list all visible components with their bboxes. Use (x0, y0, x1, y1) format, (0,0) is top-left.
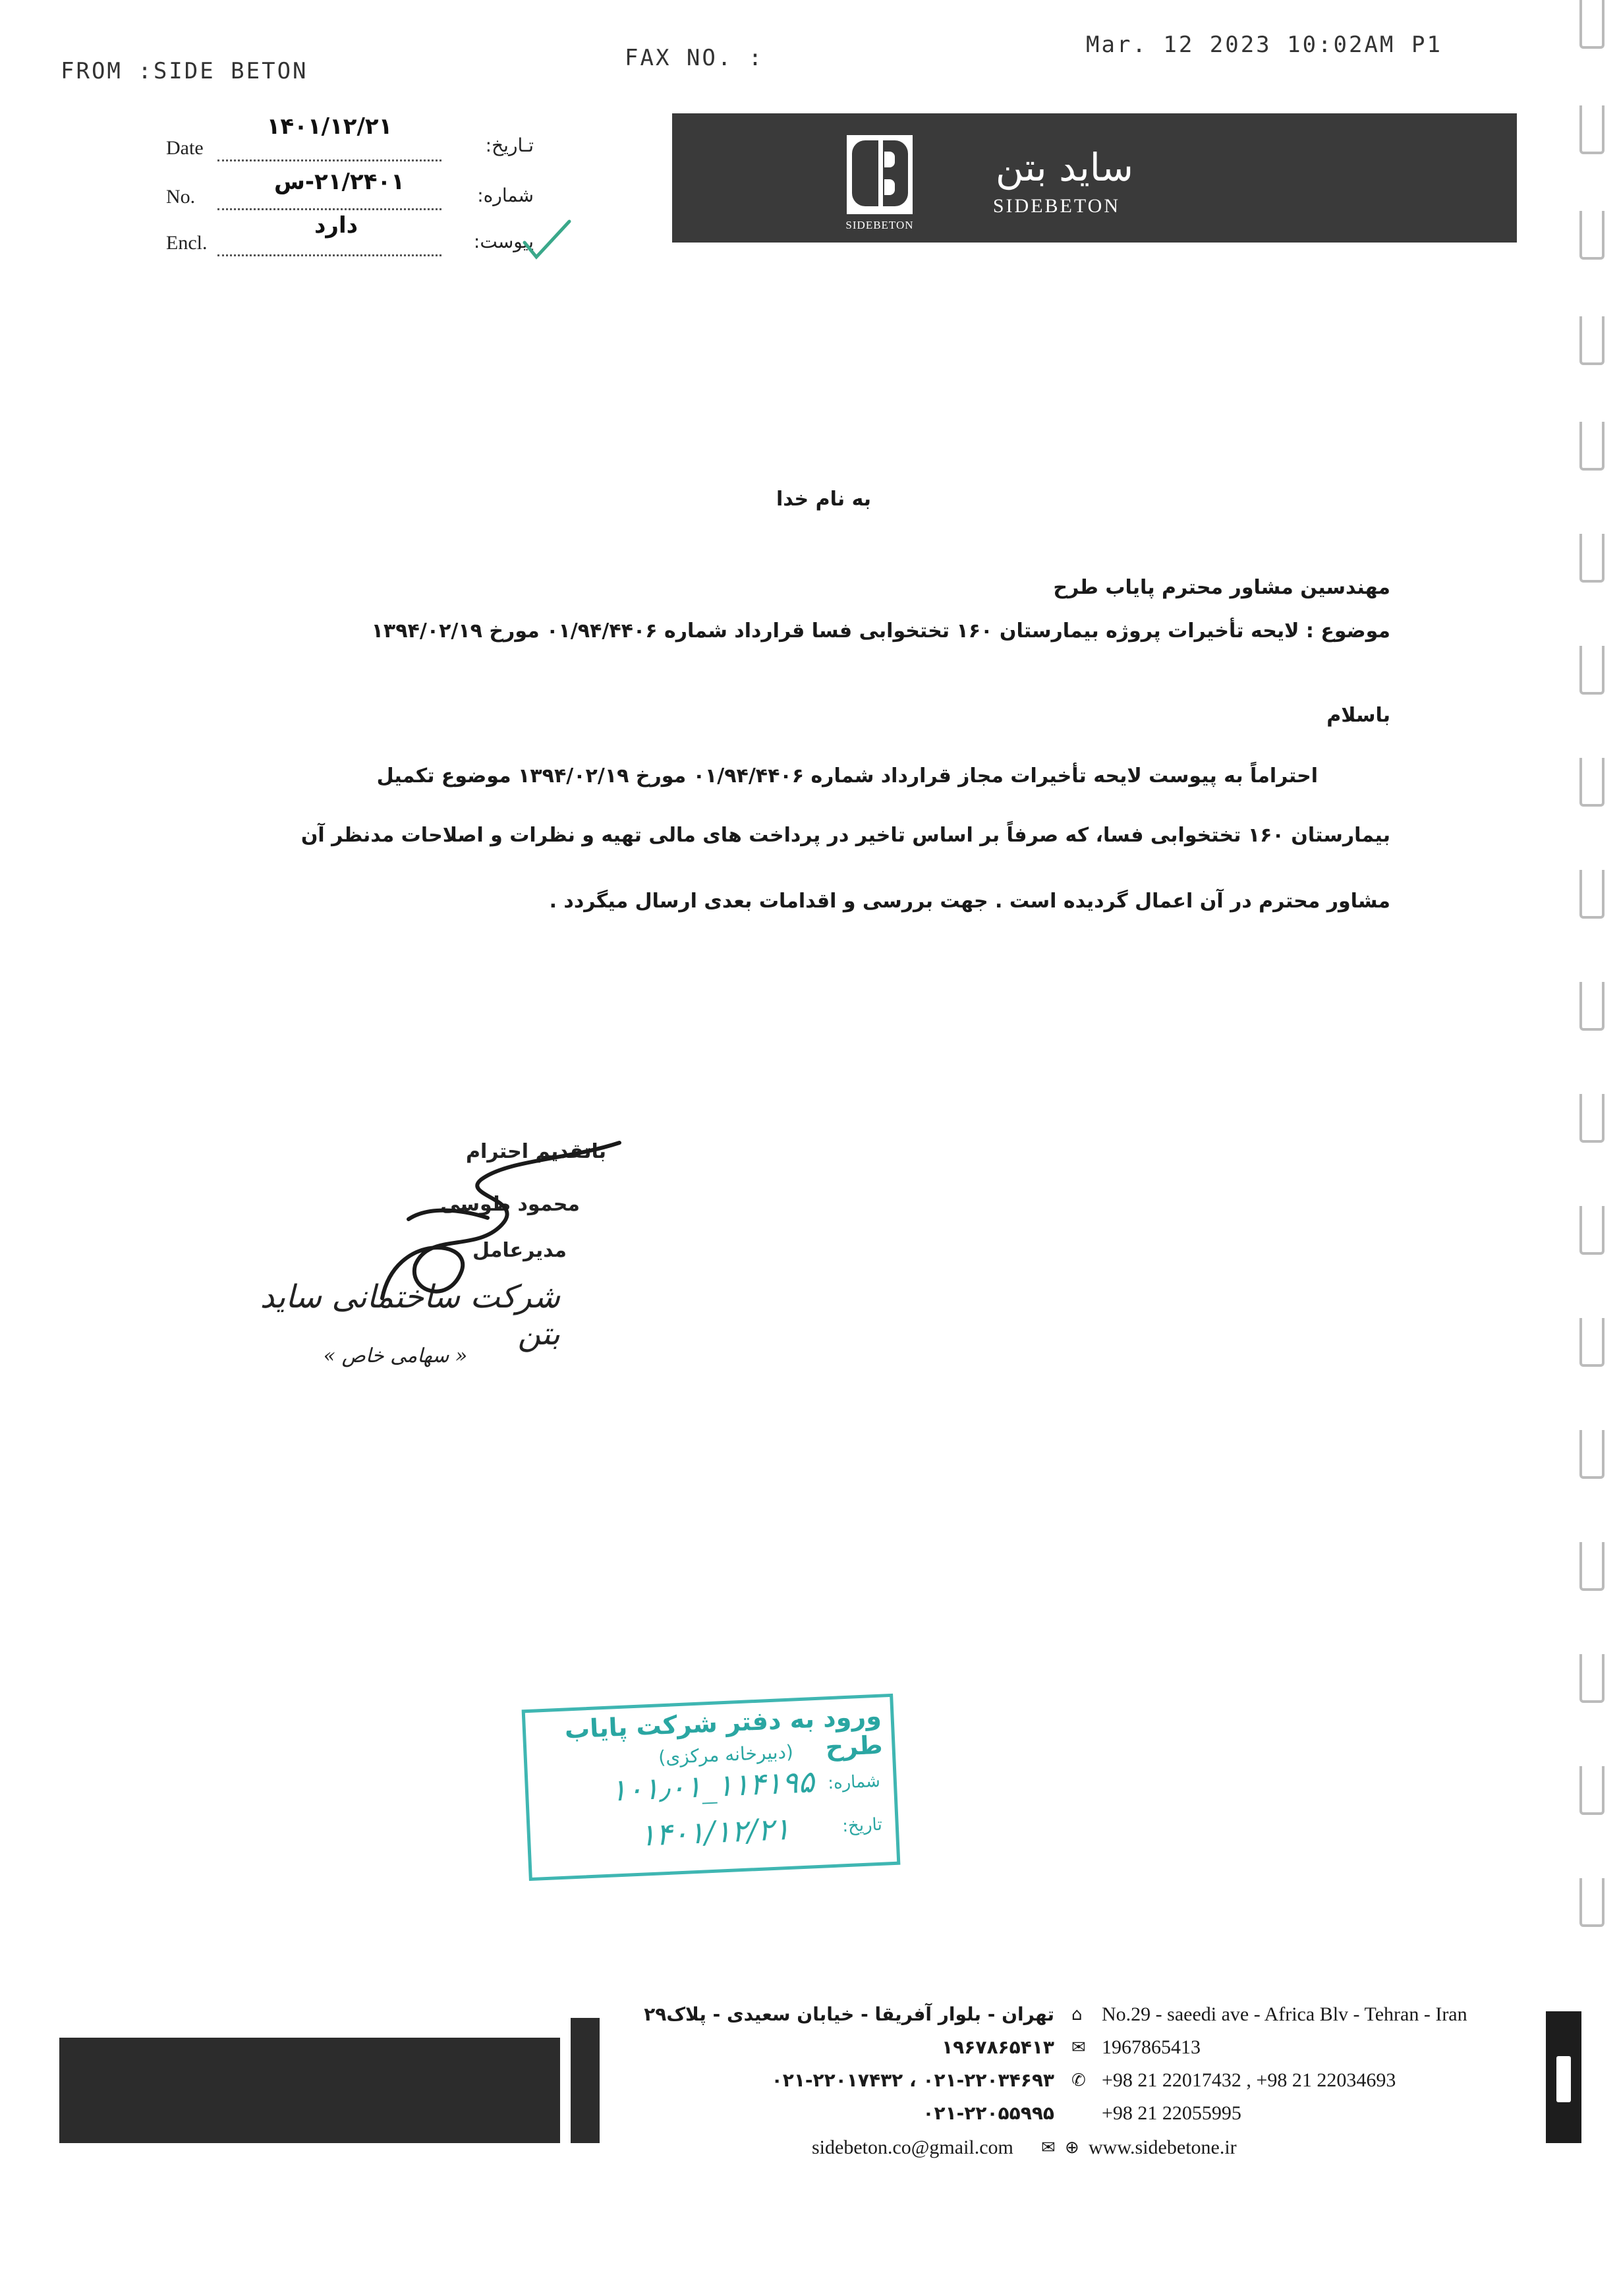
footer-email: sidebeton.co@gmail.com (812, 2137, 1013, 2158)
stamp-number-label: شماره: (827, 1771, 881, 1794)
footer-website: www.sidebetone.ir (1089, 2137, 1237, 2158)
fax-page: P1 (1411, 32, 1442, 58)
logo-caption: SIDEBETON (845, 219, 914, 231)
phone-icon: ✆ (1071, 2071, 1086, 2090)
signature-company: شرکت ساختمانی ساید بتن (260, 1278, 560, 1352)
encl-label-fa: پیوست: (473, 231, 534, 252)
number-dots (217, 207, 441, 210)
fax-from: FROM :SIDE BETON (61, 58, 308, 84)
brand-name-fa: ساید بتن (995, 145, 1133, 190)
signature-note: « سهامی خاص » (323, 1344, 468, 1367)
date-label-en: Date (166, 137, 204, 159)
footer-phone-fa: ۰۲۱-۲۲۰۱۷۴۳۲ ، ۰۲۱-۲۲۰۳۴۶۹۳ (771, 2069, 1054, 2091)
footer-fax-fa: ۰۲۱-۲۲۰۵۵۹۹۵ (923, 2102, 1054, 2124)
date-dots (217, 158, 441, 161)
body-line-3: مشاور محترم در آن اعمال گردیده است . جهت بررسی و اقدامات بعدی ارسال میگردد . (549, 890, 1390, 913)
invocation: به نام خدا (776, 488, 872, 511)
stamp-number-value: ۱۰۱٫۰۱_۱۱۴۱۹۵ (610, 1764, 815, 1808)
footer-fax-en: +98 21 22055995 (1102, 2102, 1241, 2124)
footer-bar-mid (571, 2018, 600, 2143)
stamp-date-label: تاریخ: (841, 1814, 883, 1837)
signature-closing: باتقدیم احترام (465, 1140, 606, 1163)
footer-bar-right-slot (1556, 2056, 1571, 2102)
body-line-1: احتراماً به پیوست لایحه تأخیرات مجاز قرارداد شماره ۰۱/۹۴/۴۴۰۶ مورخ ۱۳۹۴/۰۲/۱۹ موضوع تکمیل (376, 764, 1318, 788)
number-label-fa: شماره: (477, 185, 534, 206)
stamp-date-value: ۱۴۰۱/۱۲/۲۱ (639, 1810, 791, 1853)
brand-name-en: SIDEBETON (992, 195, 1120, 217)
body-line-2: بیمارستان ۱۶۰ تختخوابی فسا، که صرفاً بر اساس تاخیر در پرداخت های مالی تهیه و نظرات و اصلاحات مدنظر آن (300, 824, 1390, 847)
number-value: ۲۱/۲۴۰۱-س (274, 169, 405, 195)
footer-phone-en: +98 21 22017432 , +98 21 22034693 (1102, 2069, 1396, 2091)
footer-postal-en: 1967865413 (1102, 2036, 1201, 2058)
footer-postal-fa: ۱۹۶۷۸۶۵۴۱۳ (942, 2036, 1054, 2058)
encl-label-en: Encl. (166, 232, 208, 254)
stamp-title: ورود به دفتر شرکت پایاب طرح (564, 1701, 884, 1762)
encl-dots (217, 253, 441, 256)
stamp-subtitle: (دبیرخانه مرکزی) (658, 1740, 794, 1769)
footer-address-fa: تهران - بلوار آفریقا - خیابان سعیدی - پلاک۲۹ (644, 2003, 1054, 2025)
date-value: ۱۴۰۱/۱۲/۲۱ (266, 113, 393, 140)
home-icon: ⌂ (1071, 2005, 1083, 2024)
handwritten-signature (369, 1134, 646, 1331)
footer-bar-left (59, 2038, 560, 2143)
subject: موضوع : لایحه تأخیرات پروژه بیمارستان ۱۶۰ تختخوابی فسا قرارداد شماره ۰۱/۹۴/۴۴۰۶ مورخ ۱۳۹۴/۰۲/۱۹ (371, 619, 1390, 643)
postal-icon: ✉ (1071, 2038, 1086, 2057)
fax-timestamp: Mar. 12 2023 10:02AM (1086, 32, 1396, 58)
fax-number-label: FAX NO. : (625, 45, 764, 71)
signature-name: محمود طوسی (440, 1193, 580, 1216)
date-label-fa: تـاریخ: (485, 134, 534, 156)
encl-value: دارد (314, 212, 358, 239)
signature-title: مدیرعامل (472, 1239, 567, 1262)
web-icon: ⊕ (1065, 2138, 1079, 2158)
footer-address-en: No.29 - saeedi ave - Africa Blv - Tehran - Iran (1102, 2003, 1467, 2025)
check-mark-icon (521, 217, 573, 264)
number-label-en: No. (166, 186, 196, 208)
salutation: باسلام (1326, 704, 1390, 727)
receipt-stamp (522, 1694, 901, 1881)
recipient: مهندسین مشاور محترم پایاب طرح (1053, 576, 1390, 599)
email-icon: ✉ (1041, 2138, 1056, 2158)
